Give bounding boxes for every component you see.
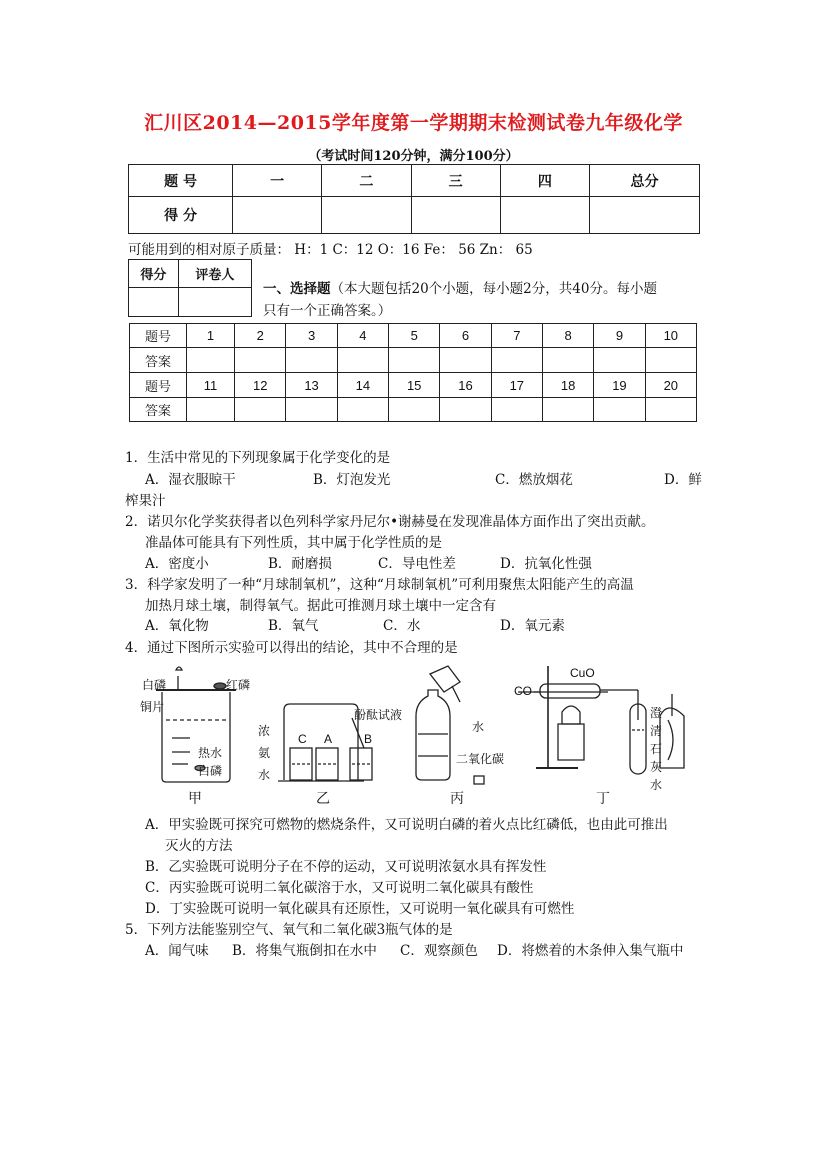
answer-grid-number: 7: [491, 324, 542, 348]
q3-stem-line2: 加热月球土壤，制得氧气。据此可推测月球土壤中一定含有: [145, 598, 496, 614]
q1-option-b: B．灯泡发光: [313, 472, 391, 488]
answer-grid-number: 12: [235, 373, 286, 398]
q3-option-b: B．氧气: [268, 618, 319, 634]
answer-cell[interactable]: [337, 348, 388, 373]
answer-cell[interactable]: [286, 348, 337, 373]
q5-option-a: A．闻气味: [145, 943, 209, 959]
answer-cell[interactable]: [440, 348, 491, 373]
label-hot-water: 热水: [198, 746, 223, 760]
label-conc-ammonia-2: 氨: [258, 746, 271, 760]
label-co2: 二氧化碳: [456, 752, 505, 766]
answer-cell[interactable]: [491, 348, 542, 373]
grader-score-label: 得分: [129, 260, 179, 288]
score-cell[interactable]: [589, 197, 699, 234]
score-cell[interactable]: [233, 197, 322, 234]
answer-grid-number: 11: [187, 373, 235, 398]
label-co: CO: [514, 684, 532, 698]
answer-cell[interactable]: [645, 398, 696, 422]
q4-option-a-line2: 灭火的方法: [165, 838, 233, 854]
answer-grid-a-label: 答案: [130, 398, 187, 422]
answer-grid-number: 20: [645, 373, 696, 398]
label-red-phosphorus: 红磷: [226, 678, 251, 692]
answer-grid-number: 10: [645, 324, 696, 348]
answer-grid-number: 9: [594, 324, 645, 348]
label-copper-plate: 铜片: [140, 700, 165, 714]
answer-cell[interactable]: [235, 348, 286, 373]
q4-stem: 4．通过下图所示实验可以得出的结论，其中不合理的是: [125, 640, 458, 656]
score-cell[interactable]: [411, 197, 500, 234]
answer-grid-q-label: 题号: [130, 324, 187, 348]
score-header-4: 四: [500, 165, 589, 197]
answer-cell[interactable]: [389, 398, 440, 422]
page-title: 汇川区2014—2015学年度第一学期期末检测试卷九年级化学: [144, 112, 683, 134]
q1-option-d: D．鲜: [664, 472, 702, 488]
score-header-label: 题 号: [129, 165, 233, 197]
caption-bing: 丙: [450, 791, 464, 807]
q2-option-a: A．密度小: [145, 556, 209, 572]
answer-grid-a-label: 答案: [130, 348, 187, 373]
q2-stem-line1: 2．诺贝尔化学奖获得者以色列科学家丹尼尔•谢赫曼在发现准晶体方面作出了突出贡献。: [125, 514, 655, 530]
grader-score-cell[interactable]: [129, 288, 179, 317]
q5-option-b: B．将集气瓶倒扣在水中: [232, 943, 377, 959]
caption-ding: 丁: [596, 791, 610, 807]
answer-cell[interactable]: [594, 348, 645, 373]
score-cell[interactable]: [500, 197, 589, 234]
q3-option-c: C．水: [383, 618, 421, 634]
q2-option-c: C．导电性差: [378, 556, 456, 572]
answer-cell[interactable]: [542, 348, 593, 373]
score-header-1: 一: [233, 165, 322, 197]
q4-option-d: D．丁实验既可说明一氧化碳具有还原性，又可说明一氧化碳具有可燃性: [145, 901, 575, 917]
q5-option-d: D．将燃着的木条伸入集气瓶中: [497, 943, 684, 959]
grader-box: [128, 259, 252, 317]
answer-grid-number: 15: [389, 373, 440, 398]
answer-grid-number: 4: [337, 324, 388, 348]
score-cell[interactable]: [322, 197, 411, 234]
answer-cell[interactable]: [337, 398, 388, 422]
answer-cell[interactable]: [594, 398, 645, 422]
label-phenolphthalein: 酚酞试液: [354, 708, 403, 722]
label-limewater-2: 清: [650, 724, 663, 738]
grader-name-label: 评卷人: [178, 260, 251, 288]
atomic-masses: 可能用到的相对原子质量： H：1 C：12 O：16 Fe： 56 Zn： 65: [128, 242, 533, 258]
section1-heading: 一、选择题: [263, 281, 331, 297]
score-header-total: 总分: [589, 165, 699, 197]
section1-desc-line2: 只有一个正确答案。）: [263, 303, 392, 319]
caption-jia: 甲: [188, 791, 202, 807]
answer-cell[interactable]: [389, 348, 440, 373]
q4-option-b: B．乙实验既可说明分子在不停的运动，又可说明浓氨水具有挥发性: [145, 859, 547, 875]
q1-option-d-cont: 榨果汁: [125, 493, 166, 509]
answer-grid-number: 2: [235, 324, 286, 348]
q3-option-a: A．氧化物: [145, 618, 209, 634]
section1-desc-line1: （本大题包括20个小题，每小题2分，共40分。每小题: [330, 281, 657, 297]
q4-option-c: C．丙实验既可说明二氧化碳溶于水，又可说明二氧化碳具有酸性: [145, 880, 534, 896]
label-conc-ammonia-1: 浓: [258, 724, 271, 738]
caption-yi: 乙: [316, 791, 330, 807]
answer-grid-number: 17: [491, 373, 542, 398]
q2-option-b: B．耐磨损: [268, 556, 332, 572]
score-row-label: 得 分: [129, 197, 233, 234]
label-beaker-a: A: [324, 732, 333, 746]
q3-stem-line1: 3．科学家发明了一种“月球制氧机”，这种“月球制氧机”可利用聚焦太阳能产生的高温: [125, 577, 634, 593]
label-water: 水: [472, 720, 485, 734]
score-header-2: 二: [322, 165, 411, 197]
experiment-diagram: [138, 660, 708, 810]
label-beaker-b: B: [364, 732, 373, 746]
answer-cell[interactable]: [187, 348, 235, 373]
q1-option-c: C．燃放烟花: [495, 472, 573, 488]
q2-stem-line2: 准晶体可能具有下列性质，其中属于化学性质的是: [145, 535, 442, 551]
q1-option-a: A．湿衣服晾干: [145, 472, 236, 488]
answer-grid: [129, 323, 697, 422]
label-white-phosphorus-2: 白磷: [198, 764, 223, 778]
answer-cell[interactable]: [187, 398, 235, 422]
answer-grid-number: 5: [389, 324, 440, 348]
answer-grid-number: 13: [286, 373, 337, 398]
grader-name-cell[interactable]: [178, 288, 251, 317]
answer-cell[interactable]: [286, 398, 337, 422]
q5-stem: 5．下列方法能鉴别空气、氧气和二氧化碳3瓶气体的是: [125, 922, 453, 938]
label-white-phosphorus: 白磷: [142, 678, 167, 692]
answer-grid-number: 16: [440, 373, 491, 398]
label-limewater-3: 石: [650, 742, 663, 756]
q1-stem: 1．生活中常见的下列现象属于化学变化的是: [125, 450, 391, 466]
label-beaker-c: C: [298, 732, 307, 746]
answer-grid-number: 18: [542, 373, 593, 398]
answer-grid-number: 1: [187, 324, 235, 348]
score-table: [128, 164, 700, 234]
answer-cell[interactable]: [542, 398, 593, 422]
q5-option-c: C．观察颜色: [400, 943, 478, 959]
section1-desc: [263, 278, 657, 322]
answer-cell[interactable]: [235, 398, 286, 422]
answer-cell[interactable]: [440, 398, 491, 422]
answer-grid-number: 3: [286, 324, 337, 348]
label-limewater-4: 灰: [650, 760, 663, 774]
label-limewater-1: 澄: [650, 706, 663, 720]
answer-grid-number: 19: [594, 373, 645, 398]
score-header-3: 三: [411, 165, 500, 197]
answer-grid-number: 14: [337, 373, 388, 398]
label-cuo: CuO: [570, 666, 595, 680]
answer-cell[interactable]: [645, 348, 696, 373]
label-conc-ammonia-3: 水: [258, 768, 271, 782]
q4-option-a-line1: A．甲实验既可探究可燃物的燃烧条件，又可说明白磷的着火点比红磷低，也由此可推出: [145, 817, 668, 833]
answer-grid-number: 8: [542, 324, 593, 348]
q2-option-d: D．抗氧化性强: [500, 556, 592, 572]
experiment-figure: [138, 660, 708, 810]
answer-grid-number: 6: [440, 324, 491, 348]
answer-cell[interactable]: [491, 398, 542, 422]
label-limewater-5: 水: [650, 778, 663, 792]
answer-grid-q-label: 题号: [130, 373, 187, 398]
q3-option-d: D．氧元素: [500, 618, 565, 634]
exam-info: （考试时间120分钟，满分100分）: [308, 149, 519, 164]
